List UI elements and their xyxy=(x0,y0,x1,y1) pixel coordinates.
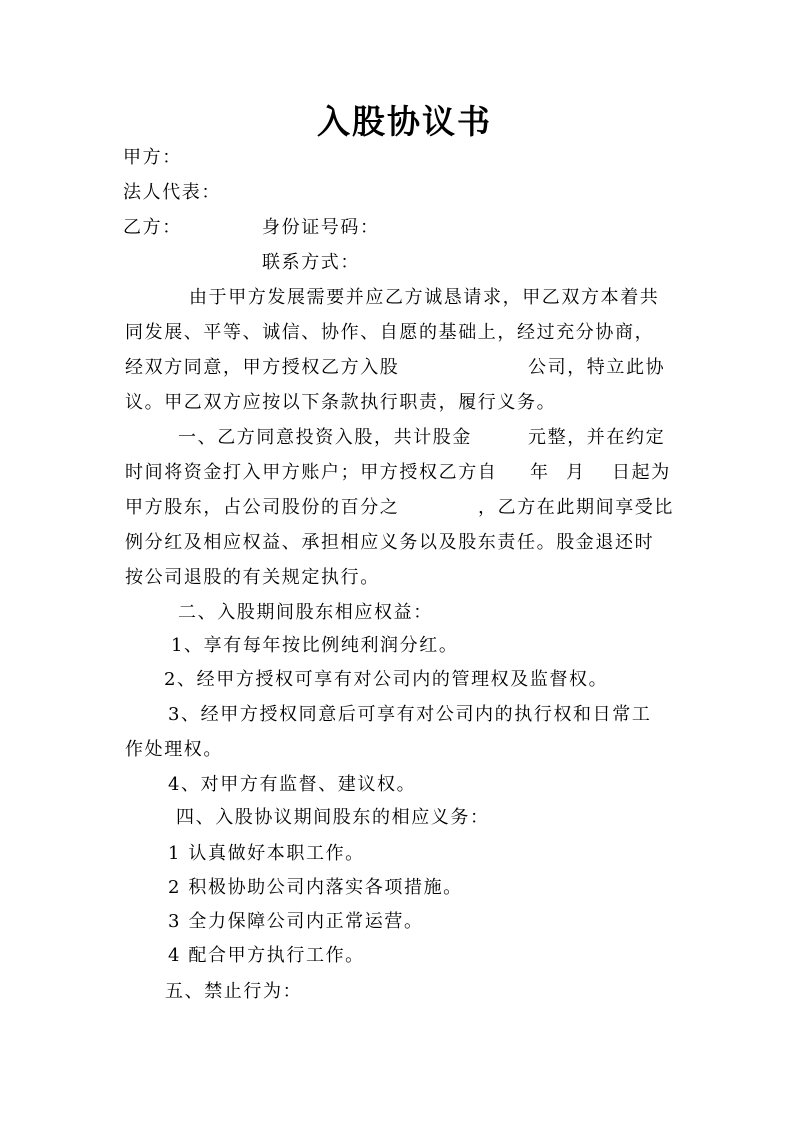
right-item-continued: 作处理权。 xyxy=(125,739,223,760)
legal-rep-label: 法人代表： xyxy=(123,182,221,203)
right-item: 3、经甲方授权同意后可享有对公司内的执行权和日常工 xyxy=(168,704,652,725)
intro-line-3b: 公司，特立此协 xyxy=(528,357,666,378)
intro-line-1: 由于甲方发展需要并应乙方诚恳请求，甲乙双方本着共 xyxy=(189,287,660,308)
duty-item: 2 积极协助公司内落实各项措施。 xyxy=(168,877,463,898)
right-item: 1、享有每年按比例纯利润分红。 xyxy=(171,635,459,656)
duty-item: 4 配合甲方执行工作。 xyxy=(168,945,365,966)
s1-line-5: 按公司退股的有关规定执行。 xyxy=(125,567,380,588)
party-b-label: 乙方： xyxy=(123,217,182,238)
s1-line-3b: ，乙方在此期间享受比 xyxy=(478,497,674,518)
right-item: 2、经甲方授权可享有对公司内的管理权及监督权。 xyxy=(164,669,609,690)
duty-item: 1 认真做好本职工作。 xyxy=(168,843,365,864)
s1-line-2b: 年 xyxy=(530,462,550,483)
contact-label: 联系方式： xyxy=(262,252,360,273)
duty-item: 3 全力保障公司内正常运营。 xyxy=(168,911,424,932)
s1-line-3a: 甲方股东，占公司股份的百分之 xyxy=(125,497,400,518)
party-a-label: 甲方： xyxy=(123,147,182,168)
s1-line-2a: 时间将资金打入甲方账户；甲方授权乙方自 xyxy=(125,462,498,483)
intro-line-3a: 经双方同意，甲方授权乙方入股 xyxy=(125,357,400,378)
intro-line-4: 议。甲乙双方应按以下条款执行职责，履行义务。 xyxy=(125,392,557,413)
right-item: 4、对甲方有监督、建议权。 xyxy=(168,774,417,795)
s5-heading: 五、禁止行为： xyxy=(165,981,303,1002)
s1-line-1b: 元整，并在约定 xyxy=(528,427,666,448)
s4-heading: 四、入股协议期间股东的相应义务： xyxy=(176,807,490,828)
id-number-label: 身份证号码： xyxy=(262,217,380,238)
intro-line-2: 同发展、平等、诚信、协作、自愿的基础上，经过充分协商， xyxy=(125,322,655,343)
s1-line-2d: 日起为 xyxy=(612,462,671,483)
s1-line-2c: 月 xyxy=(566,462,586,483)
s1-line-1a: 一、乙方同意投资入股，共计股金 xyxy=(178,427,472,448)
s1-line-4: 例分红及相应权益、承担相应义务以及股东责任。股金退还时 xyxy=(125,532,655,553)
s2-heading: 二、入股期间股东相应权益： xyxy=(178,602,433,623)
document-title: 入股协议书 xyxy=(317,102,492,141)
